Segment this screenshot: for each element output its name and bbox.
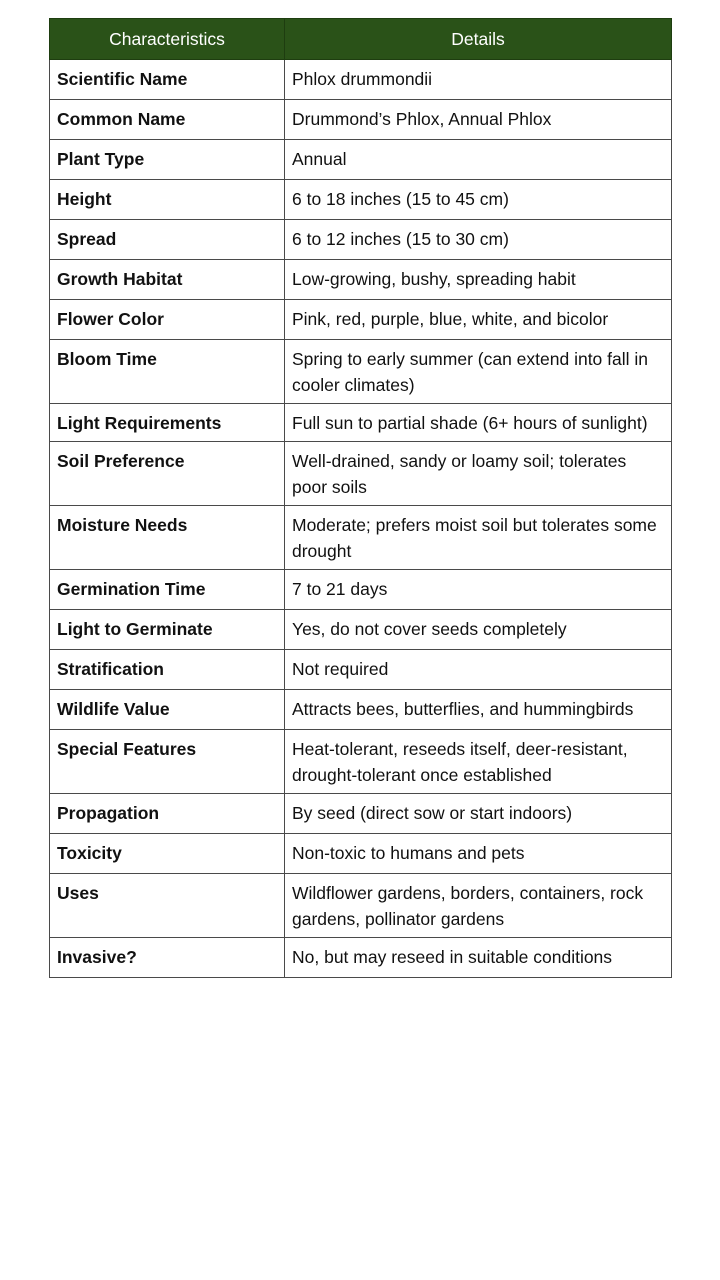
table-row (50, 506, 672, 570)
row-value: By seed (direct sow or start indoors) (285, 794, 672, 834)
row-value: Well-drained, sandy or loamy soil; tolerates poor soils (285, 442, 672, 506)
table-row (50, 730, 672, 794)
row-value: No, but may reseed in suitable conditions (285, 938, 672, 978)
table-row (50, 140, 672, 180)
row-label: Special Features (50, 730, 285, 794)
table-row (50, 610, 672, 650)
table-header-row (50, 19, 672, 60)
row-label: Soil Preference (50, 442, 285, 506)
table-header (50, 19, 672, 60)
table-row (50, 220, 672, 260)
row-label: Spread (50, 220, 285, 260)
table-row (50, 834, 672, 874)
row-value: Yes, do not cover seeds completely (285, 610, 672, 650)
row-value: Heat-tolerant, reseeds itself, deer-resistant, drought-tolerant once established (285, 730, 672, 794)
row-value: Pink, red, purple, blue, white, and bicolor (285, 300, 672, 340)
row-label: Uses (50, 874, 285, 938)
row-label: Growth Habitat (50, 260, 285, 300)
row-value: Annual (285, 140, 672, 180)
table-row (50, 938, 672, 978)
row-label: Light to Germinate (50, 610, 285, 650)
table-row (50, 260, 672, 300)
row-value: Drummond’s Phlox, Annual Phlox (285, 100, 672, 140)
table-row (50, 650, 672, 690)
table-row (50, 180, 672, 220)
row-label: Height (50, 180, 285, 220)
row-label: Scientific Name (50, 60, 285, 100)
row-label: Germination Time (50, 570, 285, 610)
table-row (50, 300, 672, 340)
plant-characteristics-table (49, 18, 672, 978)
row-label: Plant Type (50, 140, 285, 180)
plant-characteristics-table-container (49, 18, 671, 978)
row-label: Common Name (50, 100, 285, 140)
row-value: Wildflower gardens, borders, containers, rock gardens, pollinator gardens (285, 874, 672, 938)
table-row (50, 60, 672, 100)
row-value: Not required (285, 650, 672, 690)
table-row (50, 874, 672, 938)
row-value: 6 to 18 inches (15 to 45 cm) (285, 180, 672, 220)
table-row (50, 340, 672, 404)
row-value: 6 to 12 inches (15 to 30 cm) (285, 220, 672, 260)
table-row (50, 690, 672, 730)
row-label: Invasive? (50, 938, 285, 978)
row-label: Toxicity (50, 834, 285, 874)
row-label: Bloom Time (50, 340, 285, 404)
row-label: Stratification (50, 650, 285, 690)
row-value: Full sun to partial shade (6+ hours of sunlight) (285, 404, 672, 442)
row-value: Moderate; prefers moist soil but tolerates some drought (285, 506, 672, 570)
table-row (50, 442, 672, 506)
table-body (50, 60, 672, 978)
table-row (50, 404, 672, 442)
row-label: Moisture Needs (50, 506, 285, 570)
row-value: Low-growing, bushy, spreading habit (285, 260, 672, 300)
row-value: Phlox drummondii (285, 60, 672, 100)
table-row (50, 794, 672, 834)
row-label: Light Requirements (50, 404, 285, 442)
row-label: Flower Color (50, 300, 285, 340)
row-value: Attracts bees, butterflies, and hummingbirds (285, 690, 672, 730)
table-row (50, 570, 672, 610)
row-label: Propagation (50, 794, 285, 834)
row-value: Spring to early summer (can extend into fall in cooler climates) (285, 340, 672, 404)
row-label: Wildlife Value (50, 690, 285, 730)
row-value: 7 to 21 days (285, 570, 672, 610)
column-header-details: Details (285, 19, 672, 60)
table-row (50, 100, 672, 140)
row-value: Non-toxic to humans and pets (285, 834, 672, 874)
column-header-characteristics: Characteristics (50, 19, 285, 60)
